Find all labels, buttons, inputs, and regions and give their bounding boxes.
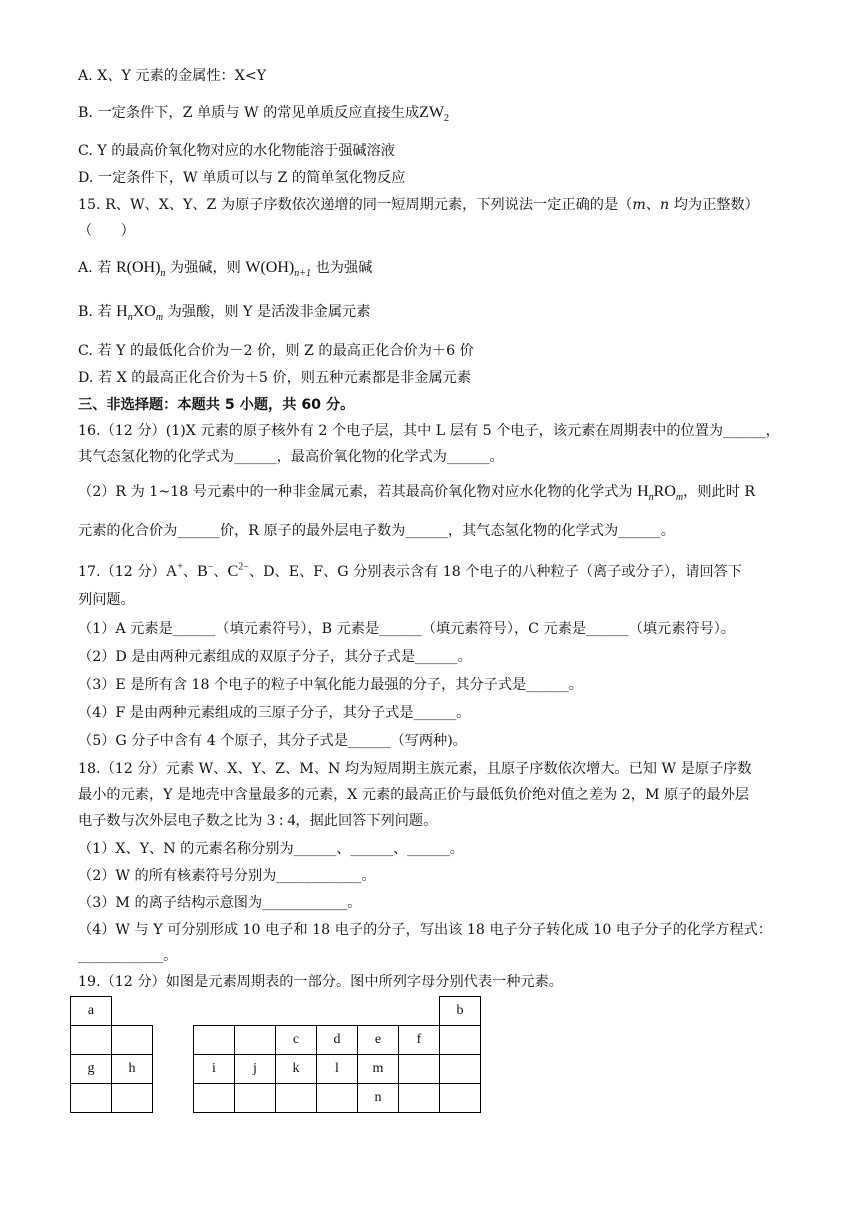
formula-xo-sub: m xyxy=(155,312,164,324)
ion-a-charge: + xyxy=(177,561,183,573)
cell-empty xyxy=(399,1084,440,1113)
ion-b-charge: − xyxy=(207,561,214,573)
cell-c: c xyxy=(276,1026,317,1055)
cell-empty xyxy=(358,997,399,1026)
cell-empty xyxy=(194,1026,235,1055)
q17-number: 17.（12 分） xyxy=(78,564,166,580)
cell-empty xyxy=(276,997,317,1026)
table-row xyxy=(71,1055,481,1084)
cell-d: d xyxy=(317,1026,358,1055)
question-18-line2: 最小的元素，Y 是地壳中含量最多的元素，X 元素的最高正价与最低负价绝对值之差为 2，M 原子的最外层 xyxy=(78,787,750,803)
option-15b xyxy=(78,302,370,322)
ion-c: C xyxy=(227,563,239,580)
cell-empty xyxy=(440,1026,481,1055)
cell-gap xyxy=(153,1026,194,1055)
question-16-line4: 元素的化合价为______价，R 原子的最外层电子数为______，其气态氢化物的化学式为______。 xyxy=(78,523,675,539)
q18-line3-end: ，据此回答下列问题。 xyxy=(295,813,438,829)
cell-m: m xyxy=(358,1055,399,1084)
question-19-stem: 19.（12 分）如图是元素周期表的一部分。图中所列字母分别代表一种元素。 xyxy=(78,974,563,990)
option-14b xyxy=(78,103,449,123)
cell-h: h xyxy=(112,1055,153,1084)
cell-b: b xyxy=(440,997,481,1026)
cell-empty xyxy=(112,1084,153,1113)
q15-var-m: m xyxy=(632,197,646,213)
option-15a-label: A. 若 xyxy=(78,260,116,276)
option-15d: D. 若 X 的最高正化合价为＋5 价，则五种元素都是非金属元素 xyxy=(78,370,472,386)
formula-h2: H xyxy=(637,483,649,500)
formula-xo: XO xyxy=(132,303,156,320)
question-18-part4: （4）W 与 Y 可分别形成 10 电子和 18 电子的分子，写出该 18 电子分子转化成 10 电子分子的化学方程式： xyxy=(78,922,772,938)
formula-r-oh-n xyxy=(115,259,166,280)
question-17-stem xyxy=(78,562,742,582)
question-17-part1: （1）A 元素是______（填元素符号），B 元素是______（填元素符号），C 元素是______（填元素符号）。 xyxy=(78,621,736,637)
question-17-line2: 列问题。 xyxy=(78,592,135,608)
question-16-line2: 其气态氢化物的化学式为______，最高价氧化物的化学式为______。 xyxy=(78,449,504,465)
cell-k: k xyxy=(276,1055,317,1084)
formula-r-oh-sub: n xyxy=(160,268,166,280)
option-14c: C. Y 的最高价氧化物对应的水化物能溶于强碱溶液 xyxy=(78,143,395,159)
question-18-line3 xyxy=(78,811,437,831)
question-18-part1: （1）X、Y、N 的元素名称分别为______、______、______。 xyxy=(78,841,464,857)
q15-sep: 、 xyxy=(645,197,661,213)
q16-part2-text: （2）R 为 1~18 号元素中的一种非金属元素，若其最高价氧化物对应水化物的化学式为 xyxy=(78,484,638,500)
option-14d: D. 一定条件下，W 单质可以与 Z 的简单氢化物反应 xyxy=(78,170,406,186)
cell-a: a xyxy=(71,997,112,1026)
q17-sep1: 、 xyxy=(182,564,198,580)
question-18-part4-blank: ____________。 xyxy=(78,948,178,964)
formula-zw2-base: ZW xyxy=(419,104,445,121)
q15-text-end: 均为正整数） xyxy=(669,197,759,213)
cell-empty xyxy=(194,997,235,1026)
formula-ro-sub: m xyxy=(675,492,684,504)
question-17-part5: （5）G 分子中含有 4 个原子，其分子式是______（写两种)。 xyxy=(78,733,467,749)
question-17-part4: （4）F 是由两种元素组成的三原子分子，其分子式是______。 xyxy=(78,705,471,721)
option-14a: A. X、Y 元素的金属性：X<Y xyxy=(78,68,267,84)
question-15-bracket: （ ） xyxy=(78,223,135,239)
cell-empty xyxy=(235,997,276,1026)
cell-empty xyxy=(276,1084,317,1113)
question-15-stem xyxy=(78,195,759,215)
cell-gap xyxy=(153,997,194,1026)
ion-a: A xyxy=(165,563,178,580)
cell-gap xyxy=(153,1084,194,1113)
table-row xyxy=(71,1026,481,1055)
cell-n: n xyxy=(358,1084,399,1113)
cell-empty xyxy=(440,1084,481,1113)
q17-text: 、D、E、F、G 分别表示含有 18 个电子的八种粒子（离子或分子），请回答下 xyxy=(248,564,742,580)
cell-empty xyxy=(112,1026,153,1055)
formula-w-oh-n1 xyxy=(245,259,311,280)
q16-part2-end: ，则此时 R xyxy=(683,484,756,500)
formula-ro: RO xyxy=(653,483,676,500)
table-row xyxy=(71,997,481,1026)
cell-empty xyxy=(317,997,358,1026)
option-14b-text: B. 一定条件下，Z 单质与 W 的常见单质反应直接生成 xyxy=(78,105,420,121)
cell-empty xyxy=(235,1084,276,1113)
q15-var-n: n xyxy=(660,197,670,213)
formula-w-oh-sub: n+1 xyxy=(294,268,311,280)
question-18-part3: （3）M 的离子结构示意图为____________。 xyxy=(78,895,362,911)
formula-h: H xyxy=(116,303,128,320)
option-15a-mid: 为强碱，则 xyxy=(165,260,246,276)
ion-a-plus xyxy=(166,563,183,580)
question-16-part2 xyxy=(78,482,755,502)
cell-empty xyxy=(71,1084,112,1113)
section-3-heading: 三、非选择题：本题共 5 小题，共 60 分。 xyxy=(78,397,355,413)
periodic-table-fragment xyxy=(70,996,481,1113)
formula-zw2-sub: 2 xyxy=(444,113,450,125)
ion-c-charge: 2− xyxy=(238,561,249,573)
formula-w-oh-base: W(OH) xyxy=(245,259,295,276)
cell-gap xyxy=(153,1055,194,1084)
ion-b-minus xyxy=(197,563,213,580)
option-15b-end: 为强酸，则 Y 是活泼非金属元素 xyxy=(163,304,371,320)
cell-f: f xyxy=(399,1026,440,1055)
formula-h-sub: n xyxy=(127,312,133,324)
ion-c-2minus xyxy=(228,563,249,580)
formula-hnrom xyxy=(637,483,684,504)
q18-line3-text: 电子数与次外层电子数之比为 xyxy=(78,813,267,829)
cell-i: i xyxy=(194,1055,235,1084)
question-18-line1: 18.（12 分）元素 W、X、Y、Z、M、N 均为短周期主族元素，且原子序数依次增大。已知 W 是原子序数 xyxy=(78,761,752,777)
cell-l: l xyxy=(317,1055,358,1084)
option-15a-end: 也为强碱 xyxy=(311,260,373,276)
cell-empty xyxy=(399,997,440,1026)
cell-j: j xyxy=(235,1055,276,1084)
cell-empty xyxy=(112,997,153,1026)
question-18-part2: （2）W 的所有核素符号分别为____________。 xyxy=(78,868,376,884)
option-15a xyxy=(78,258,372,278)
cell-empty xyxy=(194,1084,235,1113)
option-15c: C. 若 Y 的最低化合价为－2 价，则 Z 的最高正化合价为＋6 价 xyxy=(78,343,474,359)
cell-g: g xyxy=(71,1055,112,1084)
q17-sep2: 、 xyxy=(213,564,228,580)
formula-hnxom xyxy=(116,303,164,324)
q15-text: 15. R、W、X、Y、Z 为原子序数依次递增的同一短周期元素，下列说法一定正确的是（ xyxy=(78,197,633,213)
cell-empty xyxy=(440,1055,481,1084)
cell-e: e xyxy=(358,1026,399,1055)
formula-zw2 xyxy=(419,104,450,125)
question-16-line1: 16.（12 分）(1)X 元素的原子核外有 2 个电子层，其中 L 层有 5 个电子，该元素在周期表中的位置为______， xyxy=(78,423,780,439)
ratio-3-4: 3 : 4 xyxy=(266,812,296,829)
cell-empty xyxy=(71,1026,112,1055)
ion-b: B xyxy=(197,563,208,580)
cell-empty xyxy=(399,1055,440,1084)
formula-h2-sub: n xyxy=(648,492,654,504)
table-row xyxy=(71,1084,481,1113)
question-17-part2: （2）D 是由两种元素组成的双原子分子，其分子式是______。 xyxy=(78,649,472,665)
cell-empty xyxy=(235,1026,276,1055)
formula-r-oh-base: R(OH) xyxy=(115,259,161,276)
question-17-part3: （3）E 是所有含 18 个电子的粒子中氧化能力最强的分子，其分子式是______。 xyxy=(78,677,583,693)
option-15b-label: B. 若 xyxy=(78,304,117,320)
cell-empty xyxy=(317,1084,358,1113)
